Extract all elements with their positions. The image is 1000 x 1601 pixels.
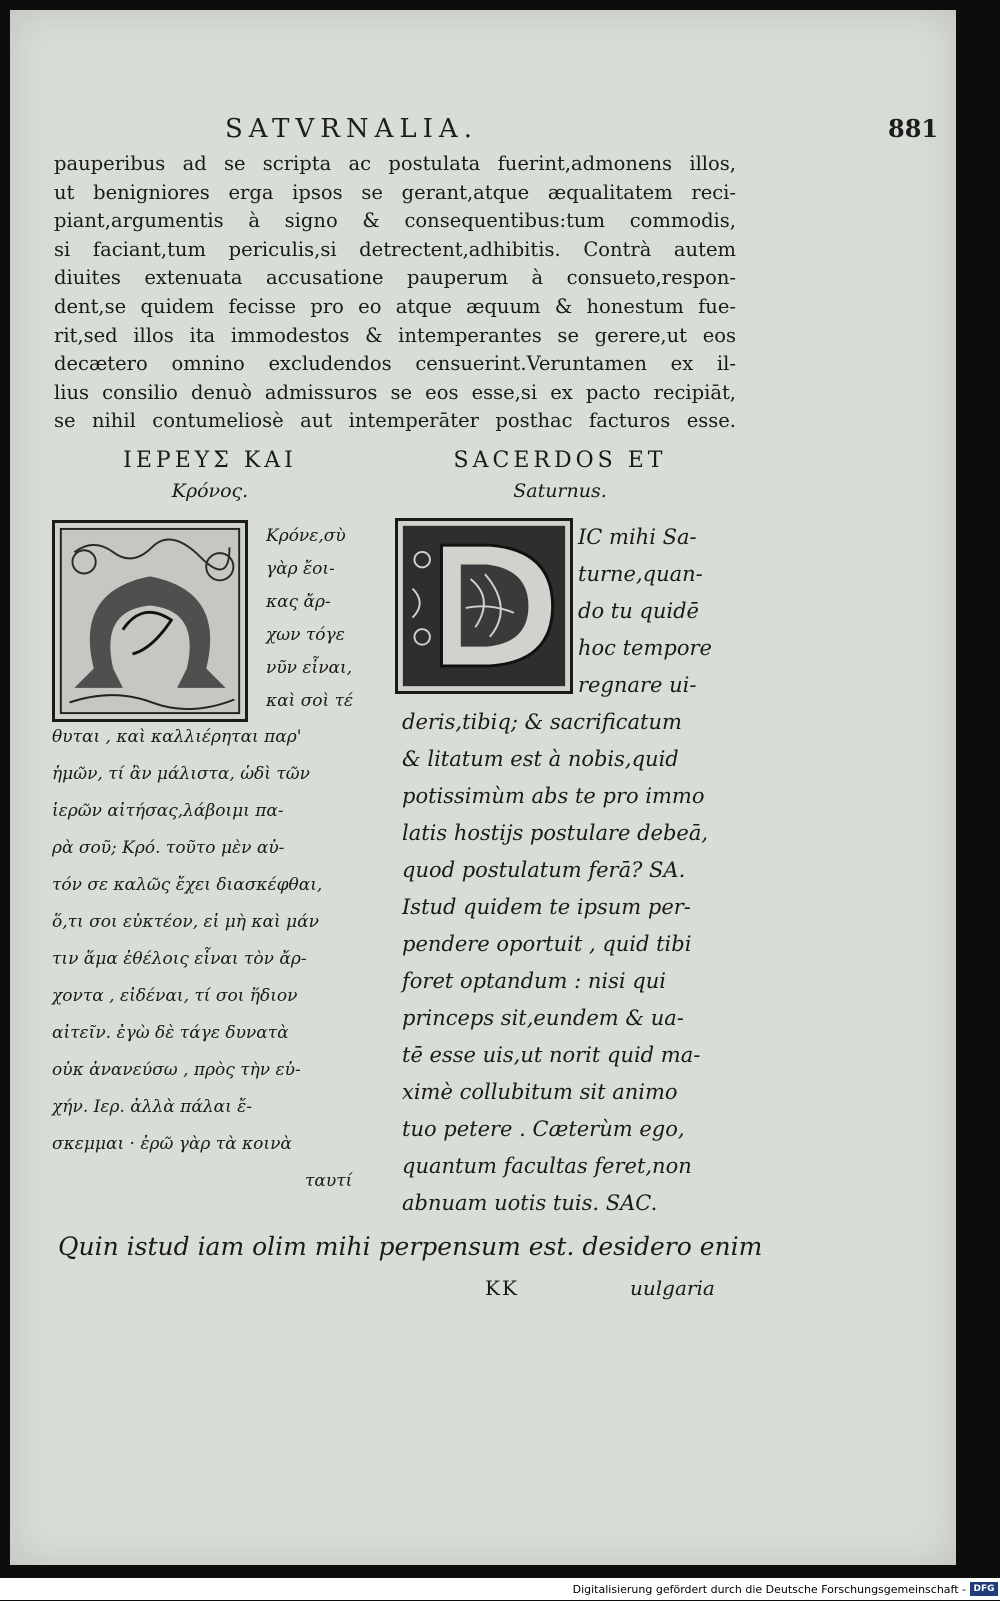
latin-text-line: deris,tibiq; & sacrificatum <box>402 710 682 734</box>
greek-text-line: ταυτί <box>305 1171 353 1191</box>
catchword: uulgaria <box>630 1276 715 1300</box>
greek-text-line: ἱερῶν αἰτήσας,λάβοιμι πα- <box>52 801 284 821</box>
footer-bar <box>0 1578 1000 1600</box>
latin-text-line: & litatum est à nobis,quid <box>402 747 679 771</box>
dfg-logo-icon: DFG <box>970 1582 998 1596</box>
latin-column-subheading: Saturnus. <box>513 480 607 502</box>
latin-text-line: IC mihi Sa- <box>578 525 697 549</box>
greek-text-line: γὰρ ἔοι- <box>266 559 335 579</box>
bottom-text-line: Quin istud iam olim mihi perpensum est. desidero enim <box>58 1232 763 1261</box>
woodcut-initial-omega <box>52 520 248 722</box>
text-line: piant,argumentis à signo & consequentibus:tum commodis, <box>54 209 736 233</box>
page-number: 881 <box>888 114 939 143</box>
text-line: pauperibus ad se scripta ac postulata fuerint,admonens illos, <box>54 152 736 175</box>
latin-text-line: latis hostijs postulare debeā, <box>402 821 709 845</box>
greek-text-line: οὐκ ἀνανεύσω , πρὸς τὴν εὐ- <box>52 1060 301 1080</box>
latin-text-line: tē esse uis,ut norit quid ma- <box>402 1043 701 1067</box>
latin-text-line: abnuam uotis tuis. SAC. <box>402 1191 658 1215</box>
greek-text-line: νῦν εἶναι, <box>266 658 353 678</box>
book-page <box>10 10 956 1565</box>
woodcut-omega-icon <box>55 523 245 719</box>
text-line: dent,se quidem fecisse pro eo atque æquum & honestum fue- <box>54 294 736 318</box>
latin-text-line: quantum facultas feret,non <box>402 1154 692 1178</box>
latin-text-line: potissimùm abs te pro immo <box>402 784 705 808</box>
text-line: rit,sed illos ita immodestos & intemperantes se gerere,ut eos <box>54 323 736 347</box>
text-line: decætero omnino excludendos censuerint.Veruntamen ex il- <box>54 352 736 376</box>
latin-text-line: turne,quan- <box>578 562 703 586</box>
text-line: si faciant,tum periculis,si detrectent,adhibitis. Contrà autem <box>54 237 736 261</box>
latin-text-line: pendere oportuit , quid tibi <box>402 932 692 956</box>
latin-text-line: do tu quidē <box>578 599 699 623</box>
greek-text-line: ὅ,τι σοι εὐκτέον, εἰ μὴ καὶ μάν <box>52 912 319 932</box>
greek-text-line: ἡμῶν, τί ἂν μάλιστα, ὡδὶ τῶν <box>52 764 310 784</box>
text-line: ut benigniores erga ipsos se gerant,atque æqualitatem reci- <box>54 180 736 204</box>
latin-text-line: quod postulatum ferā? SA. <box>402 858 686 882</box>
woodcut-d-icon <box>398 521 570 691</box>
greek-text-line: Κρόνε,σὺ <box>266 526 346 546</box>
text-line: diuites extenuata accusatione pauperum à consueto,respon- <box>54 266 736 290</box>
greek-column-heading: ΙΕΡΕΥΣ ΚΑΙ <box>123 448 297 473</box>
body-paragraph <box>54 150 736 436</box>
footer-credit: Digitalisierung gefördert durch die Deutsche Forschungsgemeinschaft - <box>572 1583 966 1596</box>
greek-text-line: τόν σε καλῶς ἔχει διασκέφθαι, <box>52 875 323 895</box>
latin-text-line: Istud quidem te ipsum per- <box>402 895 691 919</box>
greek-text-line: χήν. Ιερ. ἀλλὰ πάλαι ἔ- <box>52 1097 253 1117</box>
latin-text-line: regnare ui- <box>578 673 697 697</box>
signature-mark: KK <box>485 1276 519 1300</box>
latin-text-line: foret optandum : nisi qui <box>402 969 666 993</box>
greek-text-line: χων τόγε <box>266 625 345 645</box>
latin-text-line: hoc tempore <box>578 636 712 660</box>
greek-text-line: κας ἄρ- <box>266 592 331 612</box>
greek-text-line: θυται , καὶ καλλιέρηται παρ' <box>52 727 302 747</box>
latin-column-heading: SACERDOS ET <box>453 448 667 473</box>
latin-text-line: princeps sit,eundem & ua- <box>402 1006 684 1030</box>
greek-text-line: αἰτεῖν. ἐγὼ δὲ τάγε δυνατὰ <box>52 1023 289 1043</box>
greek-text-line: σκεμμαι · ἐρῶ γὰρ τὰ κοινὰ <box>52 1134 292 1154</box>
greek-text-line: ρὰ σοῦ; Κρό. τοῦτο μὲν αὐ- <box>52 838 285 858</box>
text-line: se nihil contumeliosè aut intemperāter posthac facturos esse. <box>54 409 736 433</box>
text-line: lius consilio denuò admissuros se eos esse,si ex pacto recipiāt, <box>54 380 736 404</box>
running-title: SATVRNALIA. <box>225 114 478 144</box>
greek-text-line: χοντα , εἰδέναι, τί σοι ἥδιον <box>52 986 298 1006</box>
woodcut-initial-d <box>395 518 573 694</box>
latin-text-line: ximè collubitum sit animo <box>402 1080 678 1104</box>
greek-text-line: τιν ἅμα ἐθέλοις εἶναι τὸν ἄρ- <box>52 949 307 969</box>
latin-text-line: tuo petere . Cæterùm ego, <box>402 1117 685 1141</box>
greek-text-line: καὶ σοὶ τέ <box>266 691 354 711</box>
greek-column-subheading: Κρόνος. <box>171 480 249 502</box>
